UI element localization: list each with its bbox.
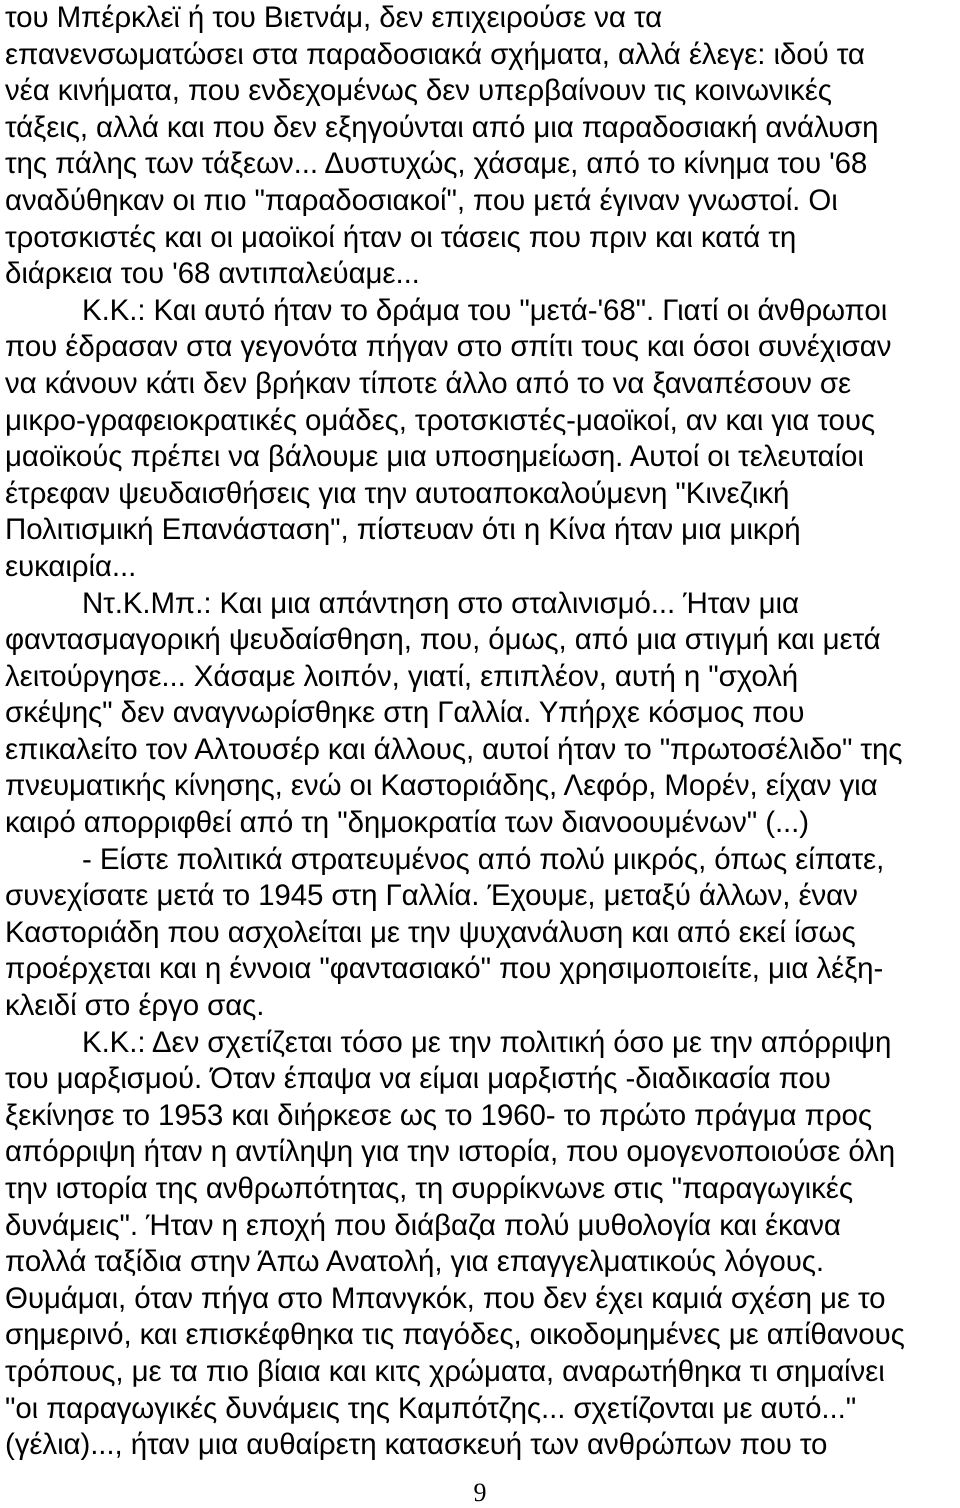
text-line: σημερινό, και επισκέφθηκα τις παγόδες, οικοδομημένες με απίθανους: [5, 1318, 905, 1352]
paragraph-start-line: Ντ.Κ.Μπ.: Και μια απάντηση στο σταλινισμό... Ήταν μια: [82, 586, 799, 620]
text-line: συνεχίσατε μετά το 1945 στη Γαλλία. Έχουμε, μεταξύ άλλων, έναν: [5, 879, 858, 913]
text-line: να κάνουν κάτι δεν βρήκαν τίποτε άλλο από το να ξαναπέσουν σε: [5, 366, 852, 400]
text-line: του μαρξισμού. Όταν έπαψα να είμαι μαρξιστής -διαδικασία που: [5, 1062, 831, 1096]
text-line: που έδρασαν στα γεγονότα πήγαν στο σπίτι τους και όσοι συνέχισαν: [5, 330, 892, 364]
text-line: επικαλείτο τον Αλτουσέρ και άλλους, αυτοί ήταν το "πρωτοσέλιδο" της: [5, 732, 903, 766]
body-text: [5, 0, 955, 1464]
text-line: πνευματικής κίνησης, ενώ οι Καστοριάδης, Λεφόρ, Μορέν, είχαν για: [5, 769, 878, 803]
text-line: τροτσκιστές και οι μαοϊκοί ήταν οι τάσεις που πριν και κατά τη: [5, 220, 797, 254]
text-line: δυνάμεις". Ήταν η εποχή που διάβαζα πολύ μυθολογία και έκανα: [5, 1208, 841, 1242]
paragraph-start-line: - Είστε πολιτικά στρατευμένος από πολύ μικρός, όπως είπατε,: [82, 842, 885, 876]
text-line: επανενσωματώσει στα παραδοσιακά σχήματα, αλλά έλεγε: ιδού τα: [5, 37, 865, 71]
text-line: απόρριψη ήταν η αντίληψη για την ιστορία, που ομογενοποιούσε όλη: [5, 1135, 896, 1169]
text-line: Καστοριάδη που ασχολείται με την ψυχανάλυση και από εκεί ίσως: [5, 915, 856, 949]
text-line: έτρεφαν ψευδαισθήσεις για την αυτοαποκαλούμενη "Κινεζική: [5, 476, 790, 510]
text-line: "οι παραγωγικές δυνάμεις της Καμπότζης... σχετίζονται με αυτό...": [5, 1391, 857, 1425]
text-line: καιρό απορριφθεί από τη "δημοκρατία των διανοουμένων" (...): [5, 806, 809, 840]
text-line: τάξεις, αλλά και που δεν εξηγούνται από μια παραδοσιακή ανάλυση: [5, 110, 879, 144]
text-line: πολλά ταξίδια στην Άπω Ανατολή, για επαγγελματικούς λόγους.: [5, 1245, 824, 1279]
text-line: ευκαιρία...: [5, 549, 137, 583]
text-line: φαντασμαγορική ψευδαίσθηση, που, όμως, από μια στιγμή και μετά: [5, 623, 881, 657]
text-line: σκέψης" δεν αναγνωρίσθηκε στη Γαλλία. Υπήρχε κόσμος που: [5, 696, 805, 730]
text-line: διάρκεια του '68 αντιπαλεύαμε...: [5, 257, 420, 291]
text-line: της πάλης των τάξεων... Δυστυχώς, χάσαμε, από το κίνημα του '68: [5, 147, 868, 181]
text-line: μαοϊκούς πρέπει να βάλουμε μια υποσημείωση. Αυτοί οι τελευταίοι: [5, 440, 864, 474]
paragraph-start-line: Κ.Κ.: Και αυτό ήταν το δράμα του "μετά-'68". Γιατί οι άνθρωποι: [82, 293, 888, 327]
page-number: 9: [473, 1478, 487, 1507]
text-line: την ιστορία της ανθρωπότητας, τη συρρίκνωνε στις "παραγωγικές: [5, 1172, 853, 1205]
text-line: τρόπους, με τα πιο βίαια και κιτς χρώματα, αναρωτήθηκα τι σημαίνει: [5, 1354, 885, 1388]
text-line: Πολιτισμική Επανάσταση", πίστευαν ότι η Κίνα ήταν μια μικρή: [5, 513, 801, 547]
text-line: προέρχεται και η έννοια "φαντασιακό" που χρησιμοποιείτε, μια λέξη-: [5, 952, 884, 986]
text-line: νέα κινήματα, που ενδεχομένως δεν υπερβαίνουν τις κοινωνικές: [5, 74, 832, 108]
text-line: Θυμάμαι, όταν πήγα στο Μπανγκόκ, που δεν έχει καμιά σχέση με το: [5, 1281, 886, 1315]
text-line: του Μπέρκλεϊ ή του Βιετνάμ, δεν επιχειρούσε να τα: [5, 1, 663, 34]
text-line: (γέλια)..., ήταν μια αυθαίρετη κατασκευή των ανθρώπων που το: [5, 1428, 828, 1462]
text-line: μικρο-γραφειοκρατικές ομάδες, τροτσκιστές-μαοϊκοί, αν και για τους: [5, 403, 876, 437]
paragraph-start-line: Κ.Κ.: Δεν σχετίζεται τόσο με την πολιτική όσο με την απόρριψη: [82, 1025, 892, 1059]
text-line: κλειδί στο έργο σας.: [5, 989, 265, 1023]
text-line: ξεκίνησε το 1953 και διήρκεσε ως το 1960- το πρώτο πράγμα προς: [5, 1098, 872, 1132]
text-line: αναδύθηκαν οι πιο "παραδοσιακοί", που μετά έγιναν γνωστοί. Οι: [5, 183, 838, 217]
text-line: λειτούργησε... Χάσαμε λοιπόν, γιατί, επιπλέον, αυτή η "σχολή: [5, 659, 799, 693]
